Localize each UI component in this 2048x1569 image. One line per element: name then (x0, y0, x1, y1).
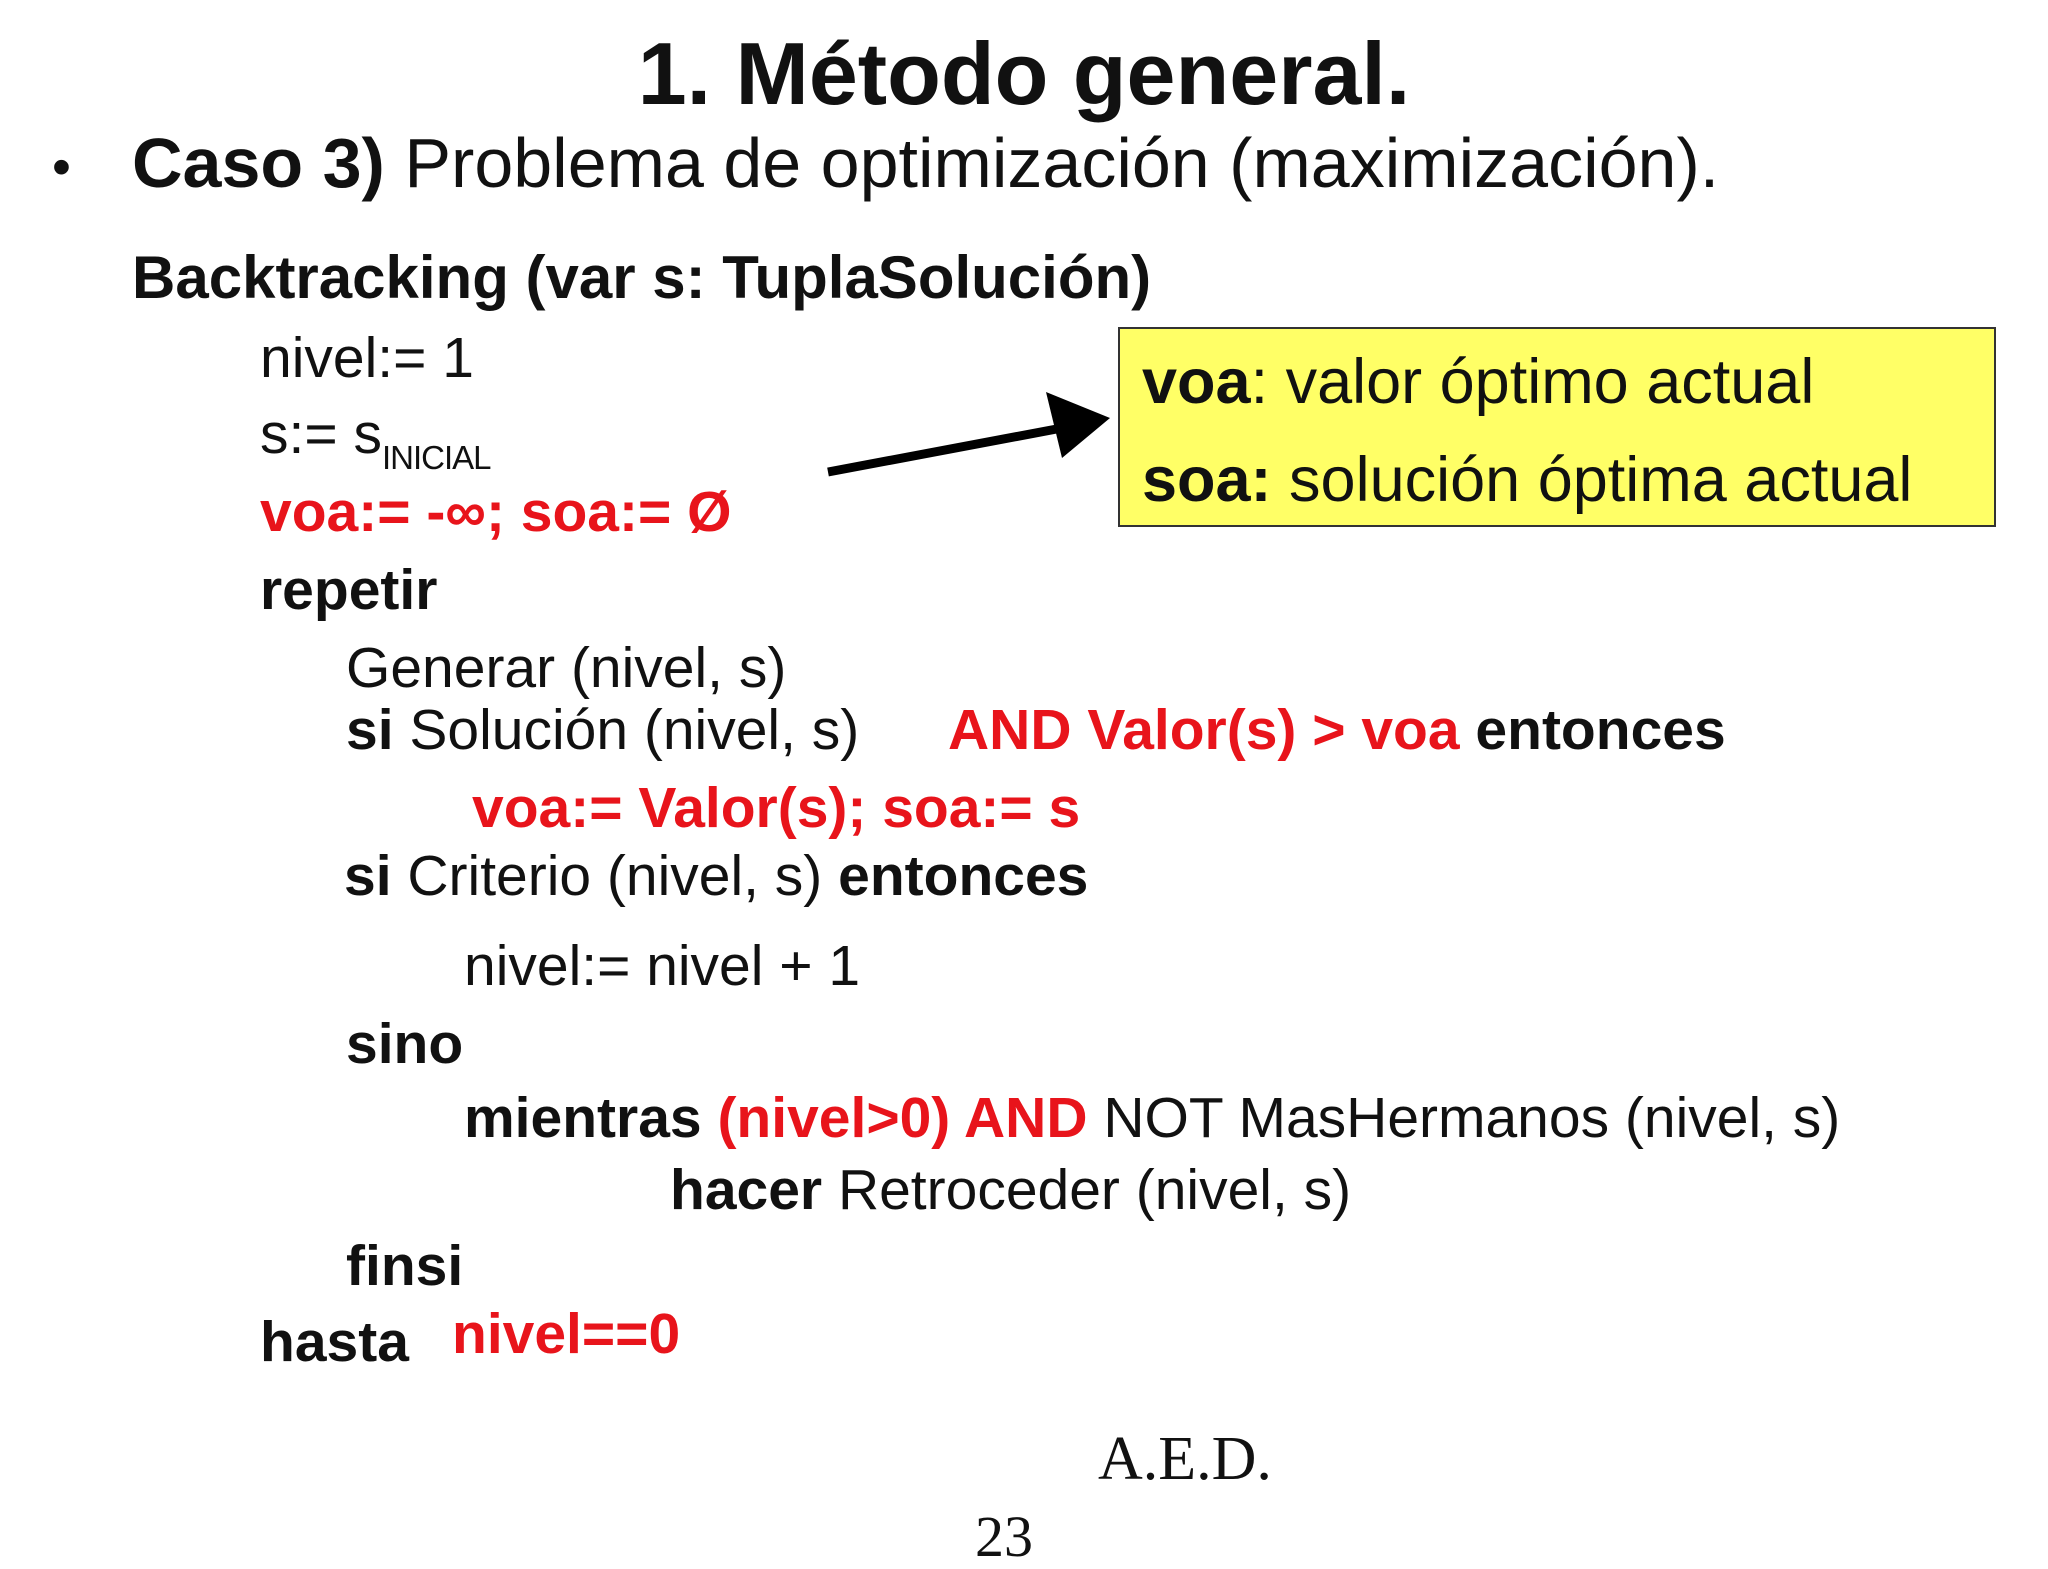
keyword-si: si (344, 844, 392, 908)
code-mashermanos: NOT MasHermanos (nivel, s) (1087, 1086, 1841, 1150)
code-nivel-condition: (nivel>0) AND (701, 1086, 1088, 1150)
definition-note-box (1118, 327, 1996, 527)
footer-text: A.E.D. (1098, 1425, 1272, 1493)
page-number: 23 (975, 1504, 1033, 1569)
code-line-sino: sino (346, 1012, 464, 1076)
code-valor-condition: AND Valor(s) > voa (948, 698, 1460, 762)
keyword-si: si (346, 698, 394, 762)
code-criterio: Criterio (nivel, s) (391, 844, 839, 908)
note-term-soa: soa: (1142, 445, 1272, 515)
code-s-assign: s:= s (260, 402, 382, 466)
keyword-hacer: hacer (670, 1158, 823, 1222)
note-line-soa (1142, 445, 1913, 515)
keyword-mientras: mientras (464, 1086, 702, 1150)
keyword-entonces: entonces (1459, 698, 1726, 762)
bullet-point: • (52, 137, 71, 197)
case-label: Caso 3) (132, 124, 385, 202)
code-hasta-condition: nivel==0 (452, 1302, 681, 1366)
procedure-header: Backtracking (var s: TuplaSolución) (132, 244, 1152, 311)
code-line-hasta: hasta (260, 1310, 409, 1374)
code-solucion: Solución (nivel, s) (393, 698, 860, 762)
code-retroceder: Retroceder (nivel, s) (822, 1158, 1352, 1222)
note-term-voa: voa (1142, 347, 1251, 417)
code-line-nivel-init: nivel:= 1 (260, 326, 474, 390)
code-line-generar: Generar (nivel, s) (346, 636, 787, 700)
code-line-voa-update: voa:= Valor(s); soa:= s (472, 776, 1081, 840)
note-definition-soa: solución óptima actual (1271, 445, 1913, 515)
code-subscript-inicial: INICIAL (381, 439, 491, 476)
case-text: Problema de optimización (maximización). (384, 124, 1720, 202)
code-line-repetir: repetir (260, 558, 438, 622)
page-title: 1. Método general. (637, 24, 1411, 123)
code-line-voa-init: voa:= -∞; soa:= Ø (260, 480, 732, 544)
keyword-entonces: entonces (838, 844, 1089, 908)
code-line-finsi: finsi (346, 1234, 464, 1298)
code-line-nivel-increment: nivel:= nivel + 1 (464, 934, 861, 998)
note-line-voa (1142, 347, 1815, 417)
note-definition-voa: : valor óptimo actual (1250, 347, 1815, 417)
